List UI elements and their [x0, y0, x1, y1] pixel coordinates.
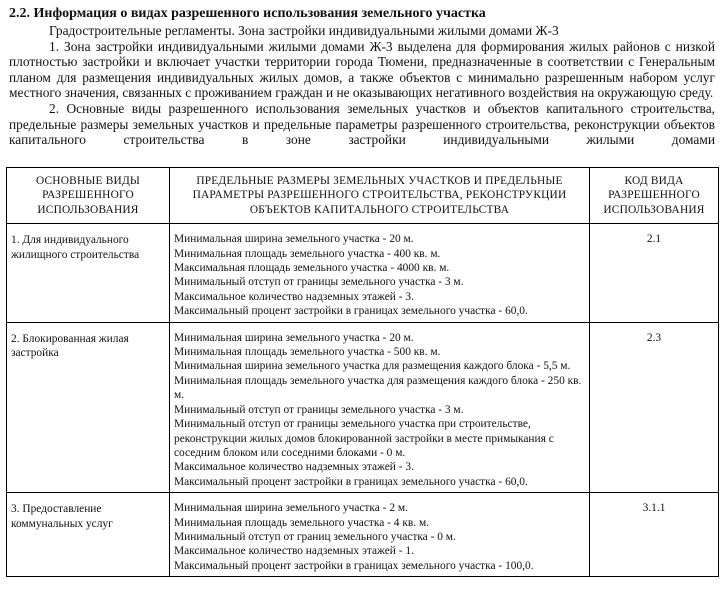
land-use-table	[6, 167, 719, 577]
header-code: КОД ВИДА РАЗРЕШЕННОГО ИСПОЛЬЗОВАНИЯ	[590, 168, 719, 224]
parameter-line: Минимальная ширина земельного участка для размещения каждого блока - 5,5 м.	[174, 360, 571, 373]
parameter-line: Максимальное количество надземных этажей - 1.	[174, 545, 414, 558]
parameter-line: Минимальный отступ от границы земельного участка - 3 м.	[174, 276, 464, 289]
table-header-row	[7, 168, 719, 224]
parameter-line: Минимальная ширина земельного участка - 20 м.	[174, 331, 414, 344]
paragraph-main-uses: 2. Основные виды разрешенного использования земельных участков и объектов капитального строительства, предельные размеры земельных участков и предельные параметры разрешенного строительства, реконструкции объектов капитального строительства в зоне застройки индивидуальными жилыми домами	[9, 100, 715, 148]
header-parameters: ПРЕДЕЛЬНЫЕ РАЗМЕРЫ ЗЕМЕЛЬНЫХ УЧАСТКОВ И ПРЕДЕЛЬНЫЕ ПАРАМЕТРЫ РАЗРЕШЕННОГО СТРОИТЕЛЬСТВА, РЕКОНСТРУКЦИИ ОБЪЕКТОВ КАПИТАЛЬНОГО СТРОИТЕЛЬСТВА	[170, 168, 590, 224]
parameter-line: Минимальная площадь земельного участка - 400 кв. м.	[174, 247, 441, 260]
use-type-name: 1. Для индивидуального жилищного строительства	[11, 234, 140, 261]
use-code-cell: 2.1	[590, 224, 719, 322]
parameter-line: Минимальная ширина земельного участка - 20 м.	[174, 233, 414, 246]
parameter-line: Максимальный процент застройки в границах земельного участка - 100,0.	[174, 559, 534, 572]
parameter-line: Минимальная ширина земельного участка - 2 м.	[174, 502, 408, 515]
use-type-cell	[7, 322, 170, 492]
use-type-cell	[7, 493, 170, 577]
parameters-cell	[170, 224, 590, 322]
use-type-name: 2. Блокированная жилая застройка	[11, 332, 129, 360]
header-use-type: ОСНОВНЫЕ ВИДЫ РАЗРЕШЕННОГО ИСПОЛЬЗОВАНИЯ	[7, 168, 170, 224]
parameter-line: Минимальный отступ от границы земельного участка при строительстве, реконструкции жилых домов блокированной застройки в месте примыкания с соседним блоком или соседними блоками - 0 м.	[174, 418, 554, 459]
table-row	[7, 493, 719, 577]
use-code-cell: 3.1.1	[590, 493, 719, 577]
parameter-line: Максимальное количество надземных этажей - 3.	[174, 290, 414, 303]
table-row	[7, 224, 719, 322]
parameter-line: Максимальное количество надземных этажей - 3.	[174, 461, 414, 474]
parameter-line: Минимальная площадь земельного участка - 500 кв. м.	[174, 346, 441, 359]
parameters-cell	[170, 322, 590, 492]
table-row	[7, 322, 719, 492]
parameter-line: Минимальная площадь земельного участка для размещения каждого блока - 250 кв. м.	[174, 374, 582, 402]
parameter-line: Максимальный процент застройки в границах земельного участка - 60,0.	[174, 475, 528, 488]
parameter-line: Максимальная площадь земельного участка - 4000 кв. м.	[174, 262, 450, 275]
parameter-line: Минимальная площадь земельного участка - 4 кв. м.	[174, 516, 430, 529]
parameter-line: Минимальный отступ от границы земельного участка - 3 м.	[174, 403, 464, 416]
intro-text	[9, 23, 715, 148]
parameter-line: Минимальный отступ от границ земельного участка - 0 м.	[174, 530, 456, 543]
paragraph-zone-description: 1. Зона застройки индивидуальными жилыми домами Ж-3 выделена для формирования жилых районов с низкой плотностью застройки и включает участки территории города Тюмени, предназначенные в соответствии с Генеральным планом для размещения индивидуальных жилых домов, а также объектов с минимально разрешенным набором услуг местного значения, связанных с проживанием граждан и не оказывающих негативного воздействия на окружающую среду.	[9, 38, 715, 101]
parameter-line: Максимальный процент застройки в границах земельного участка - 60,0.	[174, 305, 528, 318]
use-type-cell	[7, 224, 170, 322]
use-type-name: 3. Предоставление коммунальных услуг	[11, 503, 113, 530]
parameters-cell	[170, 493, 590, 577]
use-code-cell: 2.3	[590, 322, 719, 492]
section-heading: 2.2. Информация о видах разрешенного использования земельного участка	[9, 6, 486, 21]
paragraph-regulations: Градостроительные регламенты. Зона застройки индивидуальными жилыми домами Ж-3	[49, 23, 559, 38]
